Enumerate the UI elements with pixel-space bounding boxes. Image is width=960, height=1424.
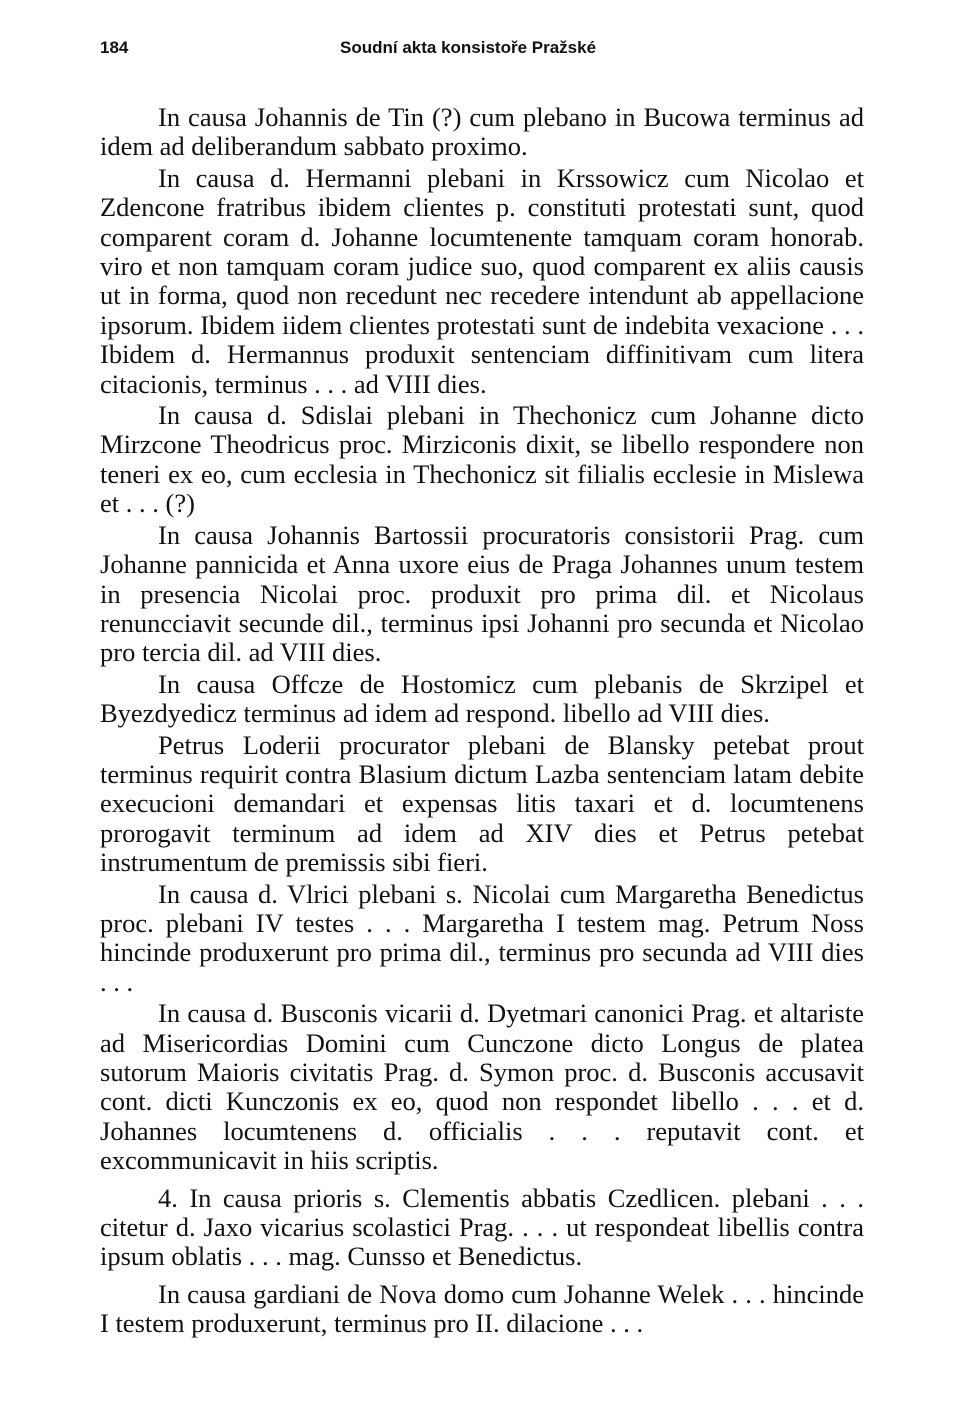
paragraph-gardiani-de-nova-domo: In causa gardiani de Nova domo cum Johanne Welek . . . hincinde I testem produxerunt, terminus pro II. dilacione . . .: [100, 1278, 864, 1339]
paragraph-hermanni-plebani: In causa d. Hermanni plebani in Krssowicz cum Nicolao et Zdencone fratribus ibidem clientes p. constituti protestati sunt, quod comparent coram d. Johanne locumtenente tamquam coram honorab. viro et non tamquam coram judice suo, quod comparent ex aliis causis ut in forma, quod non recedunt nec recedere intendunt ab appellacione ipsorum. Ibidem iidem clientes protestati sunt de indebita vexacione . . . Ibidem d. Hermannus produxit sentenciam diffinitivam cum litera citacionis, terminus . . . ad VIII dies.: [100, 162, 864, 399]
paragraph-sdislai-plebani: In causa d. Sdislai plebani in Thechonicz cum Johanne dicto Mirzcone Theodricus proc. Mirziconis dixit, se libello respondere non teneri ex eo, cum ecclesia in Thechonicz sit filialis ecclesie in Mislewa et . . . (?): [100, 400, 864, 519]
paragraph-johannis-de-tin: In causa Johannis de Tin (?) cum plebano in Bucowa terminus ad idem ad deliberandum sabbato proximo.: [100, 102, 864, 162]
running-title: Soudní akta konsistoře Pražské: [340, 38, 597, 57]
paragraph-busconis-vicarii: In causa d. Busconis vicarii d. Dyetmari canonici Prag. et altariste ad Misericordias Domini cum Cunczone dicto Longus de platea sutorum Maioris civitatis Prag. d. Symon proc. d. Busconis accusavit cont. dicti Kunczonis ex eo, quod non respondet libello . . . et d. Johannes locumtenens d. officialis . . . reputavit cont. et excommunicavit in hiis scriptis.: [100, 998, 864, 1176]
body-text: [100, 103, 864, 1339]
paragraph-offcze-de-hostomicz: In causa Offcze de Hostomicz cum plebanis de Skrzipel et Byezdyedicz terminus ad idem ad respond. libello ad VIII dies.: [100, 668, 864, 729]
paragraph-petrus-loderii: Petrus Loderii procurator plebani de Blansky petebat prout terminus requirit contra Blasium dictum Lazba sentenciam latam debite execucioni demandari et expensas litis taxari et d. locumtenens prorogavit terminum ad idem ad XIV dies et Petrus petebat instrumentum de premissis sibi fieri.: [100, 729, 864, 878]
paragraph-prioris-s-clementis: 4. In causa prioris s. Clementis abbatis Czedlicen. plebani . . . citetur d. Jaxo vicarius scolastici Prag. . . . ut respondeat libellis contra ipsum oblatis . . . mag. Cunsso et Benedictus.: [100, 1182, 864, 1272]
paragraph-vlrici-plebani: In causa d. Vlrici plebani s. Nicolai cum Margaretha Benedictus proc. plebani IV testes . . . Margaretha I testem mag. Petrum Noss hincinde produxerunt pro prima dil., terminus pro secunda ad VIII dies . . .: [100, 878, 864, 997]
paragraph-johannis-bartossii: In causa Johannis Bartossii procuratoris consistorii Prag. cum Johanne pannicida et Anna uxore eius de Praga Johannes unum testem in presencia Nicolai proc. produxit pro prima dil. et Nicolaus renuncciavit secunde dil., terminus ipsi Johanni pro secunda et Nicolao pro tercia dil. ad VIII dies.: [100, 519, 864, 668]
page-number: 184: [100, 38, 129, 57]
page-header: [100, 38, 864, 62]
